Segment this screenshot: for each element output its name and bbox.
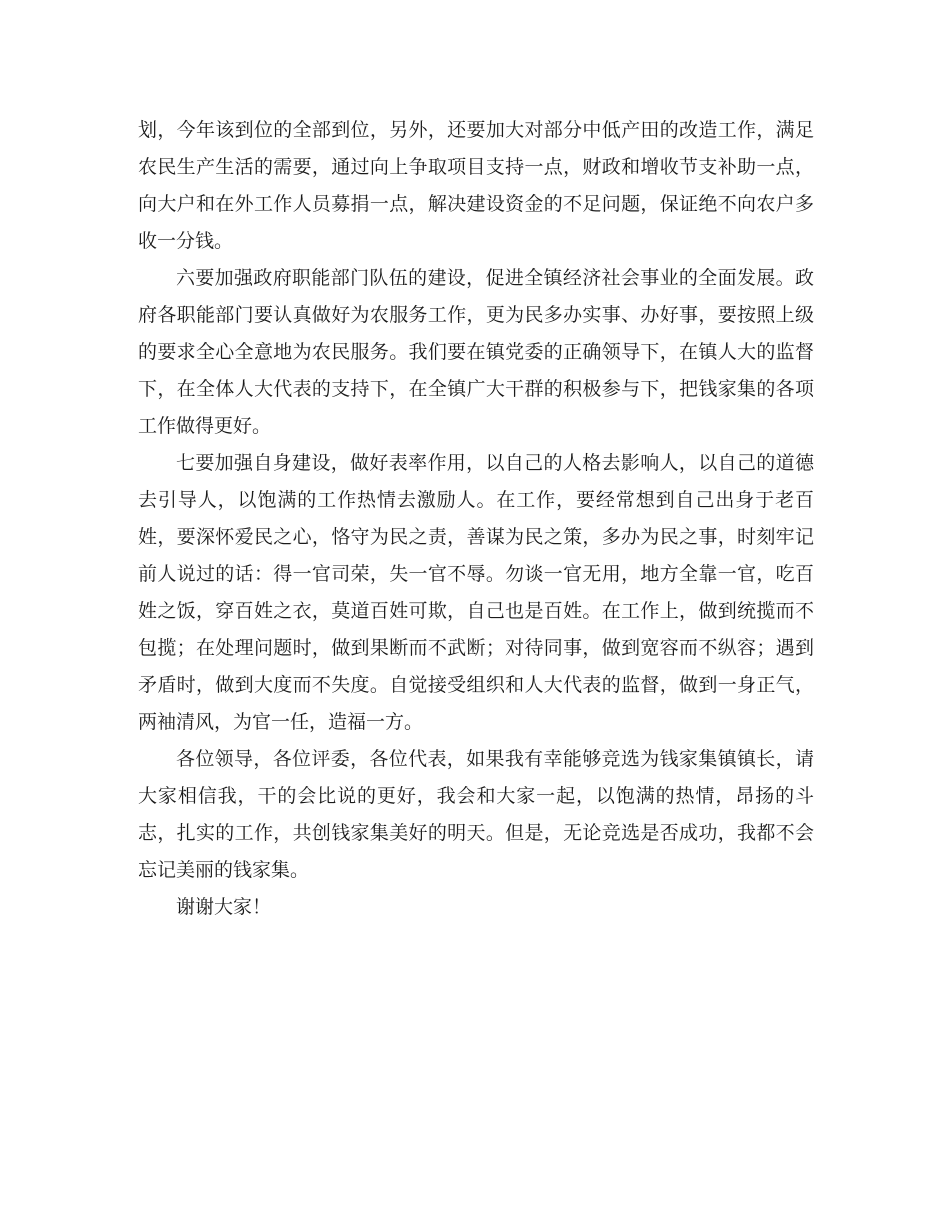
paragraph-continuation: 划，今年该到位的全部到位，另外，还要加大对部分中低产田的改造工作，满足农民生产生活的需要，通过向上争取项目支持一点，财政和增收节支补助一点，向大户和在外工作人员募捐一点，解决建设资金的不足问题，保证绝不向农户多收一分钱。 <box>138 119 814 252</box>
paragraph-closing-appeal: 各位领导，各位评委，各位代表，如果我有幸能够竞选为钱家集镇镇长，请大家相信我，干的会比说的更好，我会和大家一起，以饱满的热情，昂扬的斗志，扎实的工作，共创钱家集美好的明天。但是，无论竞选是否成功，我都不会忘记美丽的钱家集。 <box>138 748 814 881</box>
paragraph-item-seven: 七要加强自身建设，做好表率作用，以自己的人格去影响人，以自己的道德去引导人，以饱满的工作热情去激励人。在工作，要经常想到自己出身于老百姓，要深怀爱民之心，恪守为民之责，善谋为民之策，多办为民之事，时刻牢记前人说过的话：得一官司荣，失一官不辱。勿谈一官无用，地方全靠一官，吃百姓之饭，穿百姓之衣，莫道百姓可欺，自己也是百姓。在工作上，做到统揽而不包揽；在处理问题时，做到果断而不武断；对待同事，做到宽容而不纵容；遇到矛盾时，做到大度而不失度。自觉接受组织和人大代表的监督，做到一身正气，两袖清风，为官一任，造福一方。 <box>138 452 814 733</box>
paragraph-item-six: 六要加强政府职能部门队伍的建设，促进全镇经济社会事业的全面发展。政府各职能部门要认真做好为农服务工作，更为民多办实事、办好事，要按照上级的要求全心全意地为农民服务。我们要在镇党委的正确领导下，在镇人大的监督下，在全体人大代表的支持下，在全镇广大干群的积极参与下，把钱家集的各项工作做得更好。 <box>138 267 814 437</box>
paragraph-thanks: 谢谢大家！ <box>176 896 272 918</box>
document-body <box>138 112 814 926</box>
